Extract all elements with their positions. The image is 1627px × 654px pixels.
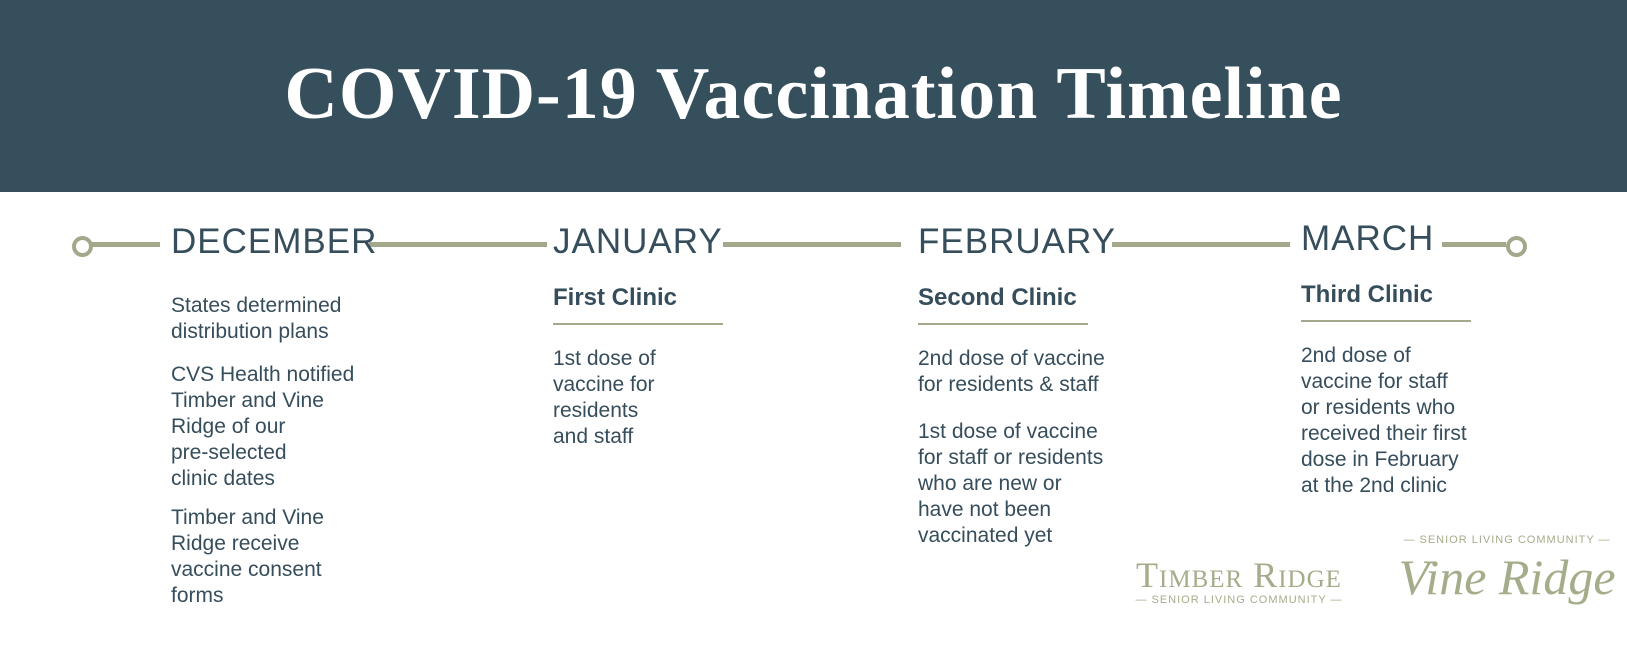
timber-ridge-logo-tagline: — SENIOR LIVING COMMUNITY — [1135, 594, 1343, 606]
december-item: CVS Health notified Timber and Vine Ridge of our pre-selected clinic dates [171, 363, 355, 490]
vine-ridge-logo-name: Vine Ridge [1398, 549, 1616, 605]
timeline-segment [90, 242, 160, 247]
timber-ridge-logo [1126, 556, 1352, 606]
month-february: FEBRUARY [918, 222, 1116, 261]
february-item: 2nd dose of vaccine for residents & staff [918, 347, 1105, 396]
month-march: MARCH [1301, 219, 1435, 258]
january-item: 1st dose of vaccine for residents and staff [553, 347, 656, 448]
timeline-segment [1112, 242, 1290, 247]
month-january: JANUARY [553, 222, 723, 261]
page-title: COVID-19 Vaccination Timeline [284, 53, 1343, 135]
header-banner [0, 0, 1627, 192]
vine-ridge-logo [1394, 534, 1620, 606]
february-item: 1st dose of vaccine for staff or residents who are new or have not been vaccinated yet [918, 420, 1104, 547]
march-clinic-heading: Third Clinic [1301, 280, 1471, 322]
timber-ridge-logo-name: Timber Ridge [1136, 555, 1342, 595]
december-item: States determined distribution plans [171, 294, 342, 343]
march-item: 2nd dose of vaccine for staff or residents who received their first dose in February at the 2nd clinic [1301, 344, 1467, 497]
timeline-segment [723, 242, 901, 247]
timeline-segment [1442, 242, 1506, 247]
january-clinic-heading: First Clinic [553, 283, 723, 325]
vine-ridge-logo-tagline: — SENIOR LIVING COMMUNITY — [1403, 534, 1611, 546]
february-clinic-heading: Second Clinic [918, 283, 1088, 325]
timeline-end-dot [1506, 236, 1527, 257]
month-december: DECEMBER [171, 222, 378, 261]
december-item: Timber and Vine Ridge receive vaccine consent forms [171, 506, 324, 607]
timeline-segment [369, 242, 547, 247]
